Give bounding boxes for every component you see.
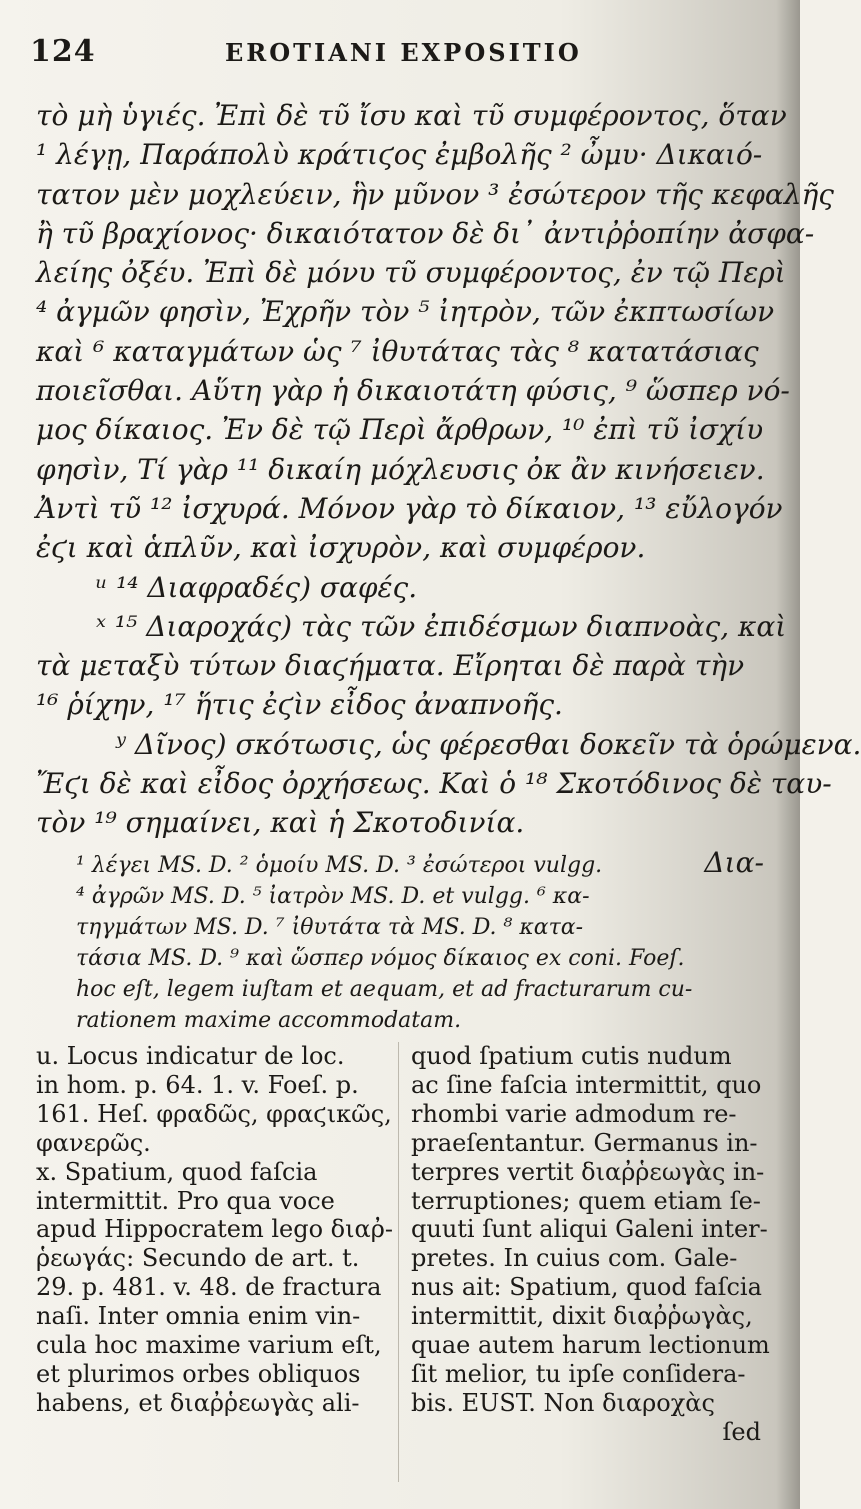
column-divider	[398, 1042, 399, 1482]
commentary-right-column	[411, 1042, 770, 1447]
commentary-line: nus ait: Spatium, quod faſcia	[411, 1273, 762, 1302]
commentary-line: x. Spatium, quod faſcia	[36, 1157, 318, 1186]
footnote-line: τηγμάτων MS. D. ⁷ ἰθυτάτα τὰ MS. D. ⁸ κατα-	[76, 915, 584, 940]
commentary-line: ac ſine faſcia intermittit, quo	[411, 1070, 762, 1099]
commentary-line: bis. EUST. Non διαροχὰς	[411, 1388, 715, 1417]
commentary-line: terpres vertit διαῤῥεωγὰς in-	[411, 1157, 765, 1186]
text-line: ἢ τῦ βραχίονος· δικαιότατον δὲ δι᾽ ἀντιῤῥοπίην ἀσφα-	[36, 216, 815, 250]
commentary-line: terruptiones; quem etiam ſe-	[411, 1186, 761, 1215]
commentary-line: pretes. In cuius com. Gale-	[411, 1244, 738, 1273]
greek-main-text	[36, 96, 861, 882]
catchword: Δια-	[704, 845, 764, 879]
text-line: τὸν ¹⁹ σημαίνει, καὶ ἡ Σκοτοδινία.	[36, 806, 525, 840]
commentary-line: u. Locus indicatur de loc.	[36, 1042, 345, 1070]
text-line: Ἀντὶ τῦ ¹² ἰσχυρά. Μόνον γὰρ τὸ δίκαιον, ¹³ εὔλογόν	[36, 491, 783, 525]
commentary-line: ῥεωγάς: Secundo de art. t.	[36, 1244, 360, 1273]
text-line: ¹⁶ ῥίχην, ¹⁷ ἥτις ἐϛὶν εἶδος ἀναπνοῆς.	[36, 688, 563, 722]
footnote-line: hoc eſt, legem iuſtam et aequam, et ad fracturarum cu-	[76, 977, 693, 1002]
text-line: καὶ ⁶ καταγμάτων ὡς ⁷ ἰθυτάτας τὰς ⁸ κατατάσιας	[36, 334, 759, 368]
commentary-line: habens, et διαῤῥεωγὰς ali-	[36, 1388, 360, 1417]
text-line: τατον μὲν μοχλεύειν, ἣν μῦνον ³ ἐσώτερον τῆς κεφαλῆς	[36, 177, 834, 211]
footnote-rule	[36, 836, 764, 837]
text-line: ᵘ ¹⁴ Διαφραδές) σαφές.	[96, 570, 418, 604]
commentary-line: ſit melior, tu ipſe conſidera-	[411, 1359, 746, 1388]
page-header	[30, 34, 750, 78]
commentary-line: ſed	[722, 1417, 761, 1446]
text-line: τὰ μεταξὺ τύτων διαϛήματα. Εἴρηται δὲ παρὰ τὴν	[36, 649, 745, 683]
page-number: 124	[30, 34, 96, 69]
commentary-line: cula hoc maxime varium eſt,	[36, 1331, 382, 1360]
footnote-line: τάσια MS. D. ⁹ καὶ ὥσπερ νόμος δίκαιος ex coni. Foeſ.	[76, 946, 685, 971]
commentary-line: φανερῶς.	[36, 1128, 151, 1157]
commentary-line: naſi. Inter omnia enim vin-	[36, 1302, 361, 1331]
commentary-line: rhombi varie admodum re-	[411, 1099, 737, 1128]
text-line: ποιεῖσθαι. Αὕτη γὰρ ἡ δικαιοτάτη φύσις, ⁹ ὥσπερ νό-	[36, 374, 790, 408]
text-line: ἐϛι καὶ ἁπλῦν, καὶ ἰσχυρὸν, καὶ συμφέρον.	[36, 531, 646, 565]
commentary-line: quae autem harum lectionum	[411, 1331, 770, 1360]
commentary-line: quuti ſunt aliqui Galeni inter-	[411, 1215, 768, 1244]
text-line: ˣ ¹⁵ Διαροχάς) τὰς τῶν ἐπιδέσμων διαπνοὰς, καὶ	[96, 609, 787, 643]
text-line: φησὶν, Τί γὰρ ¹¹ δικαίη μόχλευσις ὀκ ἂν κινήσειεν.	[36, 452, 765, 486]
commentary-line: 29. p. 481. v. 48. de fractura	[36, 1273, 382, 1302]
commentary-line: et plurimos orbes obliquos	[36, 1359, 361, 1388]
commentary-line: intermittit. Pro qua voce	[36, 1186, 335, 1215]
text-line: ʸ Δῖνος) σκότωσις, ὡς φέρεσθαι δοκεῖν τὰ ὁρώμενα.	[116, 727, 861, 761]
commentary-line: intermittit, dixit διαῤῥωγὰς,	[411, 1302, 753, 1331]
commentary-left-column	[36, 1042, 393, 1418]
text-line: τὸ μὴ ὑγιές. Ἐπὶ δὲ τῦ ἴσυ καὶ τῦ συμφέροντος, ὅταν	[36, 99, 787, 132]
footnotes	[36, 850, 764, 1036]
footnote-line: ⁴ ἀγρῶν MS. D. ⁵ ἰατρὸν MS. D. et vulgg. ⁶ κα-	[76, 884, 590, 909]
text-line: μος δίκαιος. Ἐν δὲ τῷ Περὶ ἄρθρων, ¹⁰ ἐπὶ τῦ ἰσχίυ	[36, 413, 764, 447]
commentary-line: apud Hippocratem lego διαῤ-	[36, 1215, 393, 1244]
commentary-line: 161. Heſ. φραδῶς, φραϛικῶς,	[36, 1099, 392, 1128]
commentary-line: in hom. p. 64. 1. v. Foeſ. p.	[36, 1070, 359, 1099]
commentary-columns	[36, 1042, 770, 1492]
text-line: ¹ λέγῃ, Παράπολὺ κράτιϛος ἐμβολῆς ² ὦμυ· Δικαιό-	[36, 138, 763, 172]
commentary-line: praeſentantur. Germanus in-	[411, 1128, 758, 1157]
commentary-line: quod ſpatium cutis nudum	[411, 1042, 732, 1070]
text-line: Ἔϛι δὲ καὶ εἶδος ὀρχήσεως. Καὶ ὁ ¹⁸ Σκοτόδινος δὲ ταυ-	[36, 767, 832, 801]
running-title: EROTIANI EXPOSITIO	[225, 38, 582, 67]
footnote-line: rationem maxime accommodatam.	[76, 1008, 462, 1033]
text-line: λείης ὀξέυ. Ἐπὶ δὲ μόνυ τῦ συμφέροντος, ἐν τῷ Περὶ	[36, 256, 786, 290]
footnote-line: ¹ λέγει MS. D. ² ὁμοίυ MS. D. ³ ἐσώτεροι vulgg.	[76, 853, 603, 878]
text-line: ⁴ ἀγμῶν φησὶν, Ἐχρῆν τὸν ⁵ ἰητρὸν, τῶν ἐκπτωσίων	[36, 295, 775, 329]
